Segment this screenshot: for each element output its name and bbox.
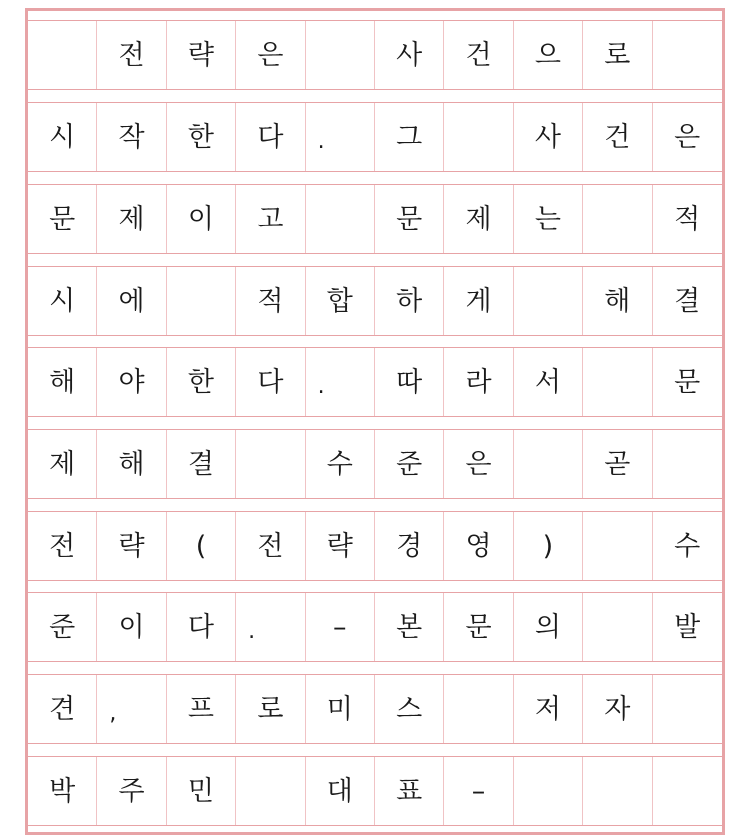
- manuscript-cell: 다: [236, 103, 305, 171]
- manuscript-cell: 건: [444, 21, 513, 89]
- manuscript-cell: 준: [28, 593, 97, 661]
- manuscript-cell: 략: [167, 21, 236, 89]
- manuscript-cell: 적: [674, 203, 701, 235]
- manuscript-cell: 제: [97, 185, 166, 253]
- manuscript-cell: 해: [97, 430, 166, 498]
- manuscript-cell: 략: [97, 512, 166, 580]
- manuscript-cell: 서: [514, 348, 583, 416]
- manuscript-row: [28, 184, 722, 254]
- manuscript-cell: [653, 675, 722, 743]
- manuscript-cell: ): [514, 512, 583, 580]
- manuscript-cell: 수: [674, 530, 701, 562]
- manuscript-cell: ,: [97, 675, 166, 743]
- manuscript-cell: [444, 675, 513, 743]
- manuscript-cell: [653, 757, 722, 825]
- manuscript-cell: 문: [444, 593, 513, 661]
- manuscript-cell: 한: [167, 348, 236, 416]
- manuscript-cell: .: [306, 103, 375, 171]
- manuscript-cell: 략: [306, 512, 375, 580]
- manuscript-cell: 결: [674, 285, 701, 317]
- manuscript-row: [28, 266, 722, 336]
- manuscript-cell: 곧: [583, 430, 652, 498]
- manuscript-cell: 적: [236, 267, 305, 335]
- manuscript-cell: (: [167, 512, 236, 580]
- manuscript-cell: 표: [375, 757, 444, 825]
- manuscript-cell: 그: [375, 103, 444, 171]
- manuscript-cell: 문: [375, 185, 444, 253]
- manuscript-cell: 은: [444, 430, 513, 498]
- manuscript-cell: [583, 348, 652, 416]
- manuscript-row: [28, 20, 722, 90]
- manuscript-sheet: [25, 8, 725, 835]
- manuscript-cell: 문: [674, 366, 701, 398]
- manuscript-cell: 은: [236, 21, 305, 89]
- manuscript-cell: 본: [375, 593, 444, 661]
- manuscript-cell: 하: [375, 267, 444, 335]
- manuscript-cell: 게: [444, 267, 513, 335]
- manuscript-cell: .: [306, 348, 375, 416]
- manuscript-cell: –: [306, 593, 375, 661]
- manuscript-cell: 작: [97, 103, 166, 171]
- manuscript-cell: 한: [167, 103, 236, 171]
- manuscript-cell: 다: [236, 348, 305, 416]
- manuscript-grid: [28, 11, 722, 832]
- manuscript-cell: 제: [444, 185, 513, 253]
- manuscript-cell: [583, 757, 652, 825]
- manuscript-cell: [583, 185, 652, 253]
- manuscript-cell: 주: [97, 757, 166, 825]
- manuscript-cell: 이: [167, 185, 236, 253]
- manuscript-cell: 따: [375, 348, 444, 416]
- manuscript-cell: 발: [674, 611, 701, 643]
- manuscript-row: [28, 511, 722, 581]
- manuscript-cell: [167, 267, 236, 335]
- manuscript-cell: 대: [306, 757, 375, 825]
- manuscript-cell: 제: [28, 430, 97, 498]
- manuscript-cell: 민: [167, 757, 236, 825]
- manuscript-row: [28, 592, 722, 662]
- manuscript-cell: 로: [583, 21, 652, 89]
- manuscript-cell: 이: [97, 593, 166, 661]
- manuscript-cell: 의: [514, 593, 583, 661]
- manuscript-cell: 전: [97, 21, 166, 89]
- manuscript-cell: 저: [514, 675, 583, 743]
- manuscript-cell: [236, 757, 305, 825]
- manuscript-cell: 견: [28, 675, 97, 743]
- manuscript-row: [28, 756, 722, 826]
- manuscript-cell: 자: [583, 675, 652, 743]
- manuscript-cell: 고: [236, 185, 305, 253]
- manuscript-row: [28, 429, 722, 499]
- manuscript-cell: 전: [236, 512, 305, 580]
- manuscript-cell: 전: [28, 512, 97, 580]
- manuscript-cell: 경: [375, 512, 444, 580]
- manuscript-cell: 해: [583, 267, 652, 335]
- manuscript-cell: 으: [514, 21, 583, 89]
- manuscript-cell: [28, 21, 97, 89]
- manuscript-cell: 합: [306, 267, 375, 335]
- manuscript-cell: 야: [97, 348, 166, 416]
- manuscript-cell: [306, 21, 375, 89]
- manuscript-cell: 문: [28, 185, 97, 253]
- manuscript-cell: 사: [514, 103, 583, 171]
- manuscript-cell: 해: [28, 348, 97, 416]
- manuscript-cell: [514, 430, 583, 498]
- manuscript-cell: 수: [306, 430, 375, 498]
- manuscript-cell: 결: [167, 430, 236, 498]
- manuscript-row: [28, 102, 722, 172]
- manuscript-cell: 로: [236, 675, 305, 743]
- manuscript-cell: 은: [674, 121, 701, 153]
- manuscript-cell: [306, 185, 375, 253]
- manuscript-cell: 프: [167, 675, 236, 743]
- manuscript-cell: 사: [375, 21, 444, 89]
- manuscript-cell: 박: [28, 757, 97, 825]
- manuscript-cell: 에: [97, 267, 166, 335]
- manuscript-cell: 는: [514, 185, 583, 253]
- manuscript-cell: [653, 21, 722, 89]
- manuscript-cell: [653, 430, 722, 498]
- manuscript-cell: [514, 267, 583, 335]
- manuscript-cell: [583, 512, 652, 580]
- manuscript-row: [28, 674, 722, 744]
- manuscript-cell: 건: [583, 103, 652, 171]
- manuscript-row: [28, 347, 722, 417]
- manuscript-cell: 준: [375, 430, 444, 498]
- manuscript-cell: 스: [375, 675, 444, 743]
- manuscript-cell: 영: [444, 512, 513, 580]
- manuscript-cell: 미: [306, 675, 375, 743]
- manuscript-cell: –: [444, 757, 513, 825]
- manuscript-cell: 시: [28, 267, 97, 335]
- manuscript-cell: [583, 593, 652, 661]
- manuscript-cell: [514, 757, 583, 825]
- manuscript-cell: [444, 103, 513, 171]
- manuscript-cell: 라: [444, 348, 513, 416]
- manuscript-cell: 다: [167, 593, 236, 661]
- manuscript-cell: .: [236, 593, 305, 661]
- manuscript-cell: 시: [28, 103, 97, 171]
- manuscript-cell: [236, 430, 305, 498]
